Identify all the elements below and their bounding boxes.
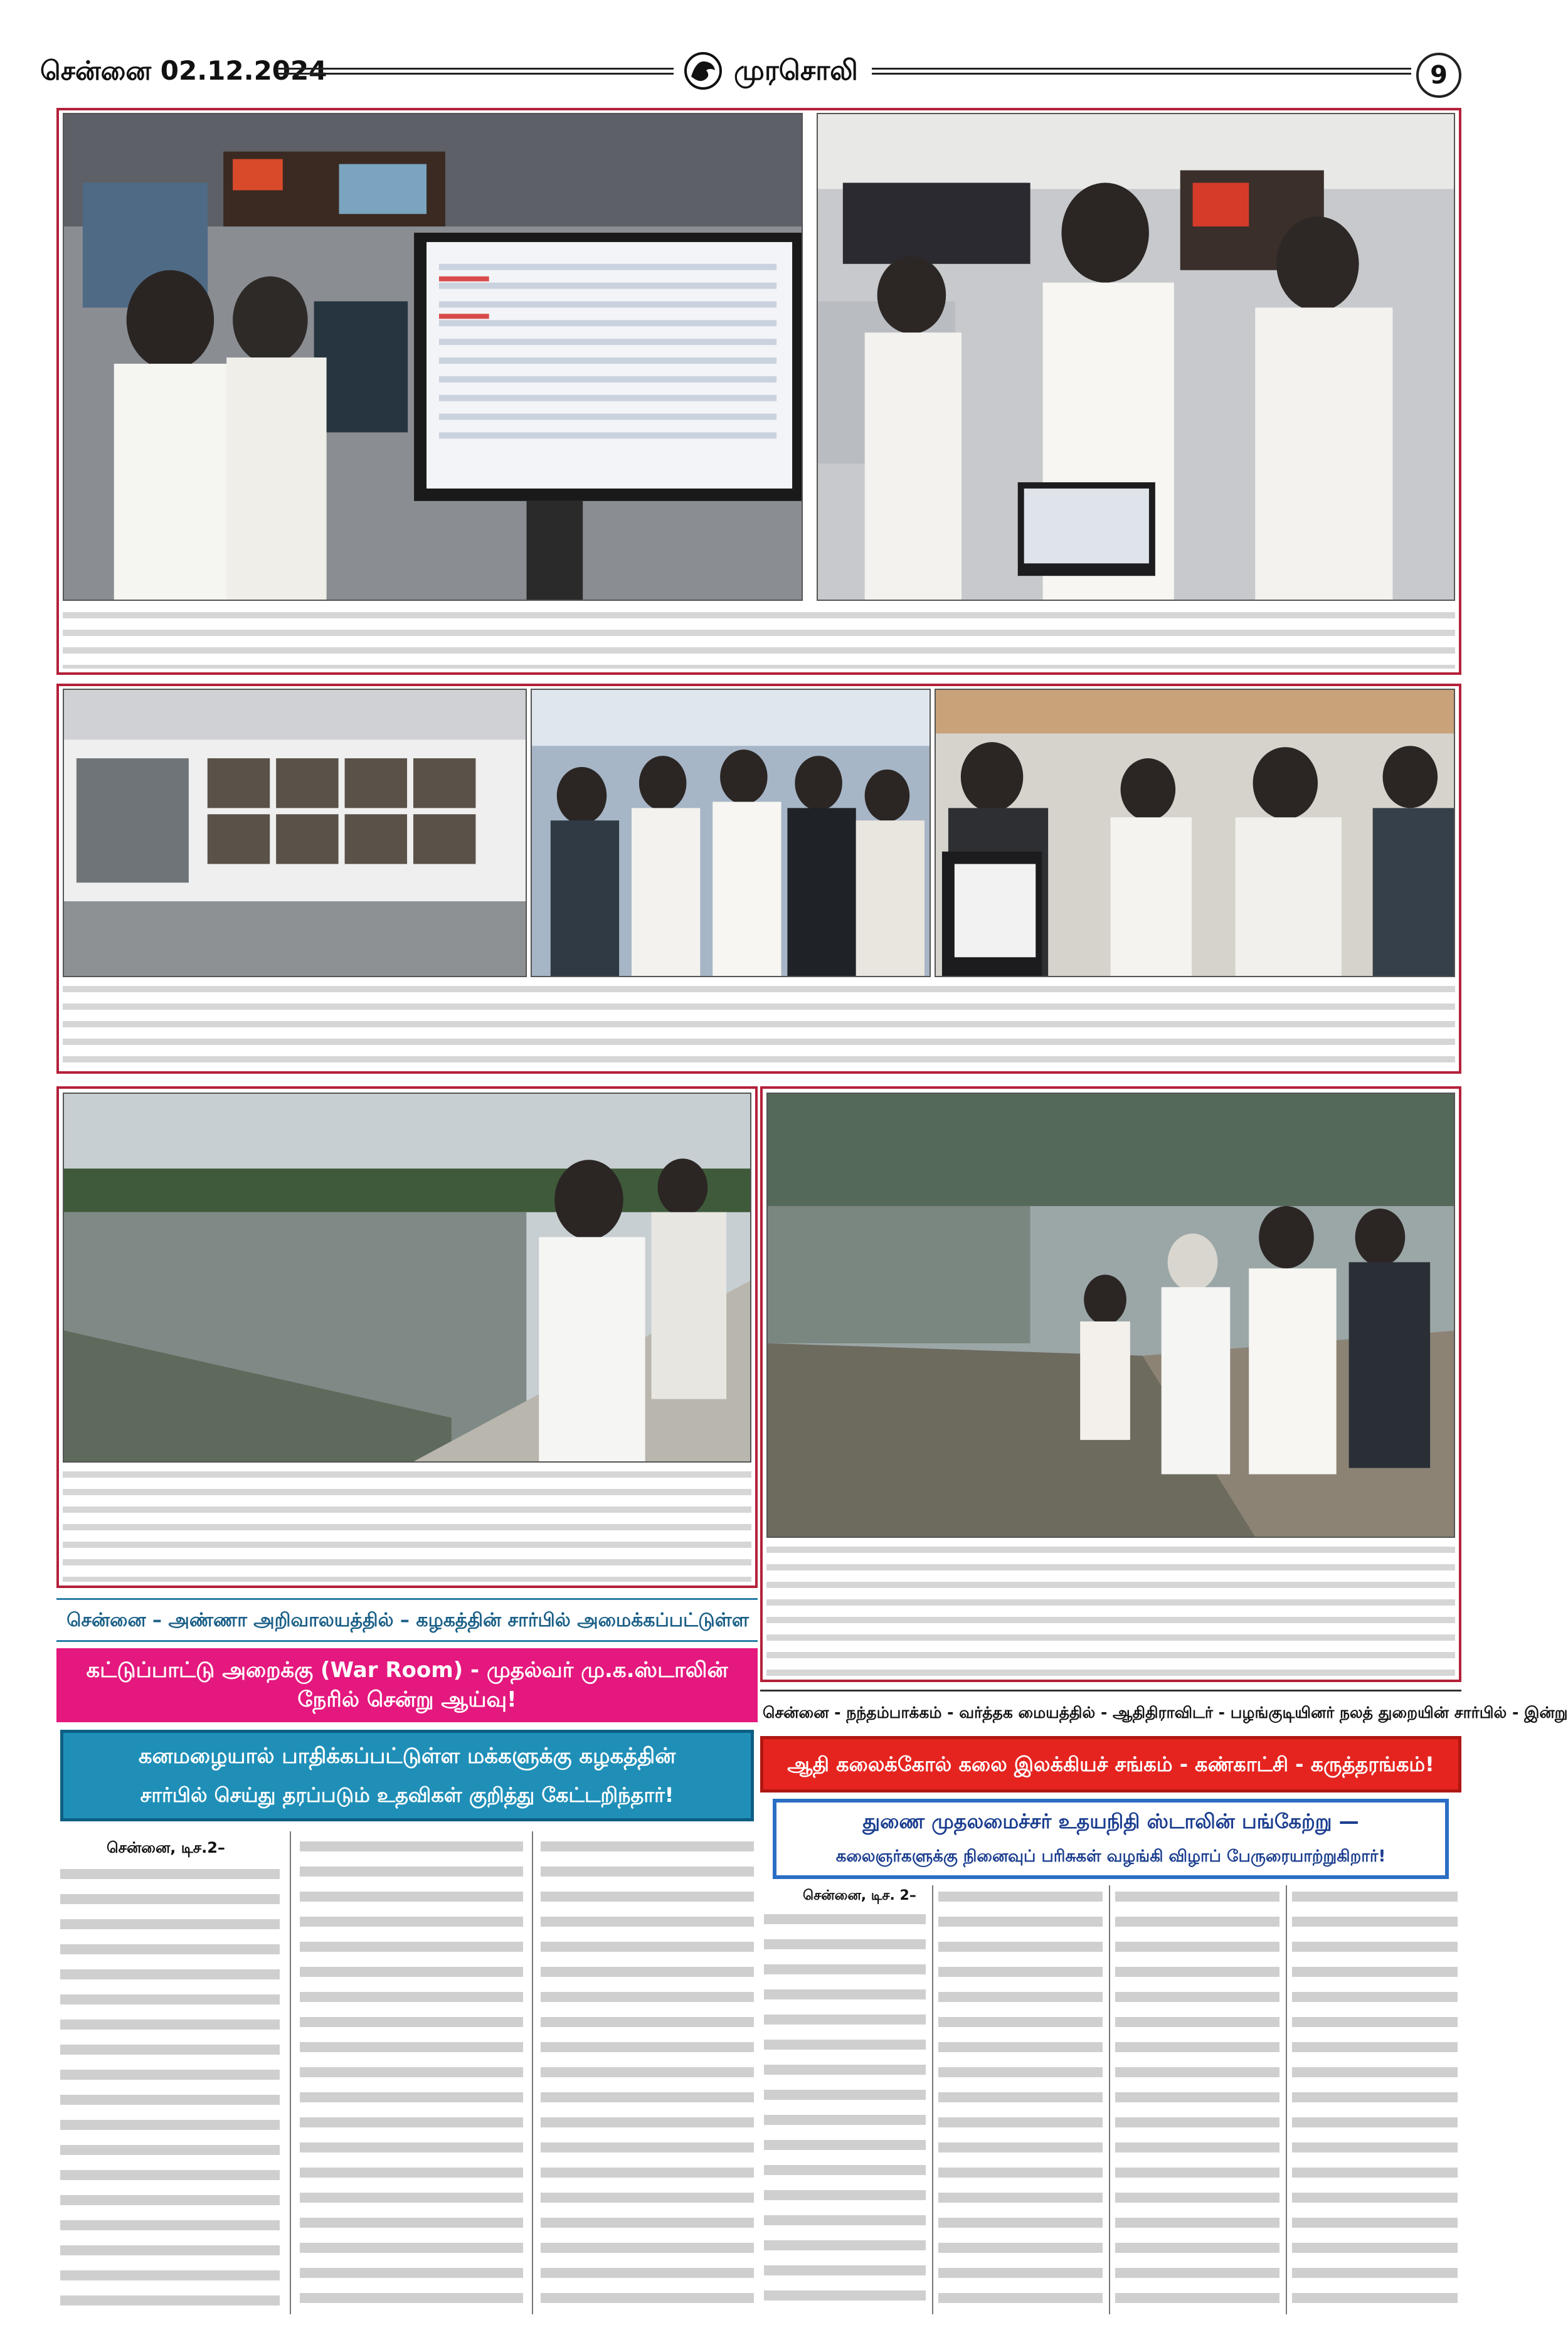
left-story-column-3 <box>541 1835 754 2314</box>
photo-headset-call <box>935 689 1455 977</box>
left-story-col-rule-1 <box>290 1831 291 2314</box>
right-story-column-4 <box>1292 1885 1458 2314</box>
right-story-column-2 <box>938 1885 1103 2314</box>
left-story-column-2 <box>300 1835 523 2314</box>
photo-group-scene-icon <box>532 690 930 976</box>
left-story-column-1 <box>60 1863 280 2314</box>
masthead-rule-right <box>872 68 1411 75</box>
paper-logo-icon <box>681 51 725 90</box>
left-story-dateline: சென்னை, டிச.2– <box>107 1839 225 1856</box>
bottom-left-photo-caption <box>63 1468 751 1582</box>
photo-canal-inspection <box>766 1093 1455 1538</box>
left-story-subhead-line2: சார்பில் செய்து தரப்படும் உதவிகள் குறித்து கேட்டறிந்தார்! <box>140 1783 674 1807</box>
photo-cctv-screen <box>63 689 527 977</box>
left-story-col-rule-2 <box>532 1831 533 2314</box>
photo-cctv-scene-icon <box>64 690 526 976</box>
photo-phone-scene-icon <box>818 114 1454 600</box>
right-story-col-rule-1 <box>932 1885 933 2314</box>
right-story-headline: ஆதி கலைக்கோல் கலை இலக்கியச் சங்கம் - கண்காட்சி - கருத்தரங்கம்! <box>787 1752 1434 1776</box>
right-story-subhead-line2: கலைஞர்களுக்கு நினைவுப் பரிசுகள் வழங்கி விழாப் பேருரையாற்றுகிறார்! <box>835 1847 1386 1866</box>
photo-river-scene-icon <box>64 1094 750 1461</box>
photo-river-inspection <box>63 1093 751 1463</box>
masthead-rule-left <box>278 68 674 75</box>
right-story-top-rule <box>760 1690 1461 1692</box>
middle-photo-caption <box>63 982 1455 1067</box>
photo-control-room-group <box>531 689 931 977</box>
photo-monitor-scene-icon <box>64 114 802 600</box>
left-story-subhead-line1: கனமழையால் பாதிக்கப்பட்டுள்ள மக்களுக்கு கழகத்தின் <box>138 1744 676 1769</box>
left-story-headline: கட்டுப்பாட்டு அறைக்கு (War Room) - முதல்வர் மு.க.ஸ்டாலின் நேரில் சென்று ஆய்வு! <box>86 1658 728 1712</box>
left-story-kicker: சென்னை – அண்ணா அறிவாலயத்தில் – கழகத்தின் சார்பில் அமைக்கப்பட்டுள்ள <box>66 1609 749 1631</box>
right-story-subhead-line1: துணை முதலமைச்சர் உதயநிதி ஸ்டாலின் பங்கேற்று — <box>862 1809 1359 1833</box>
right-story-col-rule-3 <box>1286 1885 1287 2314</box>
right-story-kicker: சென்னை - நந்தம்பாக்கம் - வர்த்தக மையத்தில் - ஆதிதிராவிடர் - பழங்குடியினர் நலத் துறையின் சார்பில் - இன்று <box>763 1703 1568 1722</box>
masthead-date: சென்னை 02.12.2024 <box>40 55 327 86</box>
right-story-column-3 <box>1115 1885 1279 2314</box>
page-number-badge: 9 <box>1416 53 1461 98</box>
top-photo-caption <box>63 608 1455 669</box>
right-story-dateline: சென்னை, டிச. 2– <box>803 1888 916 1903</box>
right-story-column-1 <box>764 1908 926 2314</box>
photo-war-room-screen <box>63 113 803 601</box>
photo-headset-scene-icon <box>936 690 1454 976</box>
paper-name: முரசொலி <box>734 55 858 87</box>
photo-phone-call <box>817 113 1455 601</box>
bottom-right-photo-caption <box>766 1543 1455 1676</box>
photo-canal-scene-icon <box>768 1094 1454 1537</box>
right-story-col-rule-2 <box>1109 1885 1110 2314</box>
